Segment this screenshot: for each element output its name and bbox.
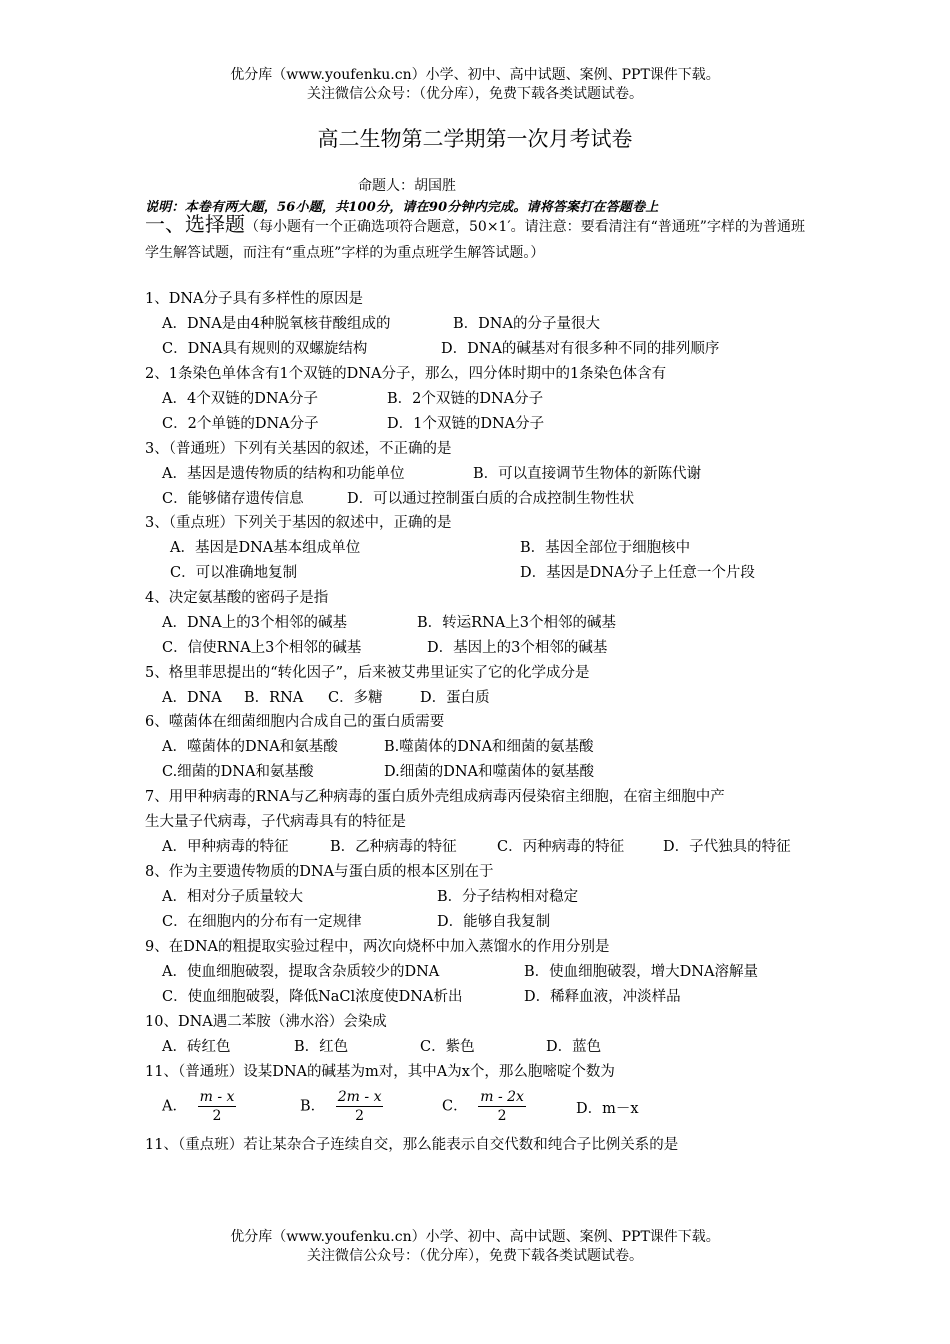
question-3b-option-d: D．基因是DNA分子上任意一个片段 xyxy=(520,565,755,581)
question-4-option-c: C．信使RNA上3个相邻的碱基 xyxy=(162,640,362,656)
question-9-stem: 9、在DNA的粗提取实验过程中，两次向烧杯中加入蒸馏水的作用分别是 xyxy=(145,939,610,955)
question-7-stem-line-1: 7、用甲种病毒的RNA与乙种病毒的蛋白质外壳组成病毒丙侵染宿主细胞，在宿主细胞中产 xyxy=(145,789,725,805)
question-11b-stem: 11、（重点班）若让某杂合子连续自交，那么能表示自交代数和纯合子比例关系的是 xyxy=(145,1137,679,1153)
question-10-option-d: D．蓝色 xyxy=(546,1039,602,1055)
question-11a-stem: 11、（普通班）设某DNA的碱基为m对，其中A为x个，那么胞嘧啶个数为 xyxy=(145,1064,615,1080)
question-5-option-d: D．蛋白质 xyxy=(420,690,490,706)
fraction-c-numerator: m - 2x xyxy=(480,1089,524,1105)
question-9-option-a: A．使血细胞破裂，提取含杂质较少的DNA xyxy=(162,964,440,980)
question-2-option-a: A．4个双链的DNA分子 xyxy=(162,391,318,407)
question-9-option-d: D．稀释血液，冲淡样品 xyxy=(524,989,681,1005)
fraction-b xyxy=(336,1088,384,1125)
section-1-header xyxy=(145,211,810,266)
question-11a-option-c xyxy=(442,1088,526,1125)
option-a-label: A． xyxy=(162,1098,187,1115)
section-1-description: （每小题有一个正确选项符合题意，50×1′。请注意：要看清注有“普通班”字样的为普通班学生解答试题，而注有“重点班”字样的为重点班学生解答试题。） xyxy=(145,219,805,261)
question-3b-option-a: A．基因是DNA基本组成单位 xyxy=(170,540,361,556)
section-1-heading: 一、选择题 xyxy=(145,212,245,236)
question-3a-option-c: C．能够储存遗传信息 xyxy=(162,491,304,507)
question-5-option-a: A．DNA xyxy=(162,690,222,706)
question-2-option-c: C．2个单链的DNA分子 xyxy=(162,416,319,432)
question-8-stem: 8、作为主要遗传物质的DNA与蛋白质的根本区别在于 xyxy=(145,864,494,880)
question-9-option-c: C．使血细胞破裂，降低NaCl浓度使DNA析出 xyxy=(162,989,463,1005)
question-3a-option-a: A．基因是遗传物质的结构和功能单位 xyxy=(162,466,405,482)
question-1-option-c: C．DNA具有规则的双螺旋结构 xyxy=(162,341,368,357)
fraction-a-numerator: m - x xyxy=(199,1089,235,1105)
question-6-option-a: A．噬菌体的DNA和氨基酸 xyxy=(162,739,338,755)
question-6-option-d: D.细菌的DNA和噬菌体的氨基酸 xyxy=(384,764,595,780)
option-c-label: C． xyxy=(442,1098,468,1115)
question-2-option-d: D．1个双链的DNA分子 xyxy=(387,416,545,432)
fraction-b-numerator: 2m - x xyxy=(337,1089,382,1105)
question-9-option-b: B．使血细胞破裂，增大DNA溶解量 xyxy=(524,964,758,980)
fraction-c xyxy=(478,1088,526,1125)
question-4-option-a: A．DNA上的3个相邻的碱基 xyxy=(162,615,347,631)
question-1-option-d: D．DNA的碱基对有很多种不同的排列顺序 xyxy=(441,341,720,357)
question-2-stem: 2、1条染色单体含有1个双链的DNA分子，那么，四分体时期中的1条染色体含有 xyxy=(145,366,667,382)
question-3b-option-b: B．基因全部位于细胞核中 xyxy=(520,540,691,556)
question-10-stem: 10、DNA遇二苯胺（沸水浴）会染成 xyxy=(145,1014,387,1030)
question-1-option-a: A．DNA是由4种脱氧核苷酸组成的 xyxy=(162,316,391,332)
question-5-option-b: B．RNA xyxy=(244,690,304,706)
header-line-2: 关注微信公众号：（优分库），免费下载各类试题试卷。 xyxy=(307,86,643,102)
question-5-stem: 5、格里菲思提出的“转化因子”，后来被艾弗里证实了它的化学成分是 xyxy=(145,665,590,681)
question-1-option-b: B．DNA的分子量很大 xyxy=(453,316,600,332)
fraction-b-denominator: 2 xyxy=(355,1108,365,1124)
footer-line-1: 优分库（www.youfenku.cn）小学、初中、高中试题、案例、PPT课件下载。 xyxy=(230,1229,720,1245)
question-3a-option-d: D．可以通过控制蛋白质的合成控制生物性状 xyxy=(347,491,635,507)
question-11a-option-d: D．m－x xyxy=(576,1101,639,1117)
author-line: 命题人：胡国胜 xyxy=(358,178,456,194)
question-4-option-d: D．基因上的3个相邻的碱基 xyxy=(427,640,608,656)
question-7-option-a: A．甲种病毒的特征 xyxy=(162,839,289,855)
question-7-option-b: B．乙种病毒的特征 xyxy=(330,839,457,855)
fraction-c-denominator: 2 xyxy=(497,1108,507,1124)
option-b-label: B． xyxy=(300,1098,326,1115)
question-2-option-b: B．2个双链的DNA分子 xyxy=(387,391,544,407)
fraction-a xyxy=(198,1088,237,1125)
question-1-stem: 1、DNA分子具有多样性的原因是 xyxy=(145,291,364,307)
header-line-1: 优分库（www.youfenku.cn）小学、初中、高中试题、案例、PPT课件下载。 xyxy=(230,67,720,83)
question-10-option-c: C．紫色 xyxy=(420,1039,475,1055)
question-7-stem-line-2: 生大量子代病毒，子代病毒具有的特征是 xyxy=(145,814,406,830)
question-11a-option-b xyxy=(300,1088,383,1125)
question-4-stem: 4、决定氨基酸的密码子是指 xyxy=(145,590,329,606)
footer-line-2: 关注微信公众号：（优分库），免费下载各类试题试卷。 xyxy=(307,1248,643,1264)
question-10-option-b: B．红色 xyxy=(294,1039,349,1055)
question-8-option-b: B．分子结构相对稳定 xyxy=(437,889,579,905)
question-8-option-d: D．能够自我复制 xyxy=(437,914,551,930)
question-8-option-a: A．相对分子质量较大 xyxy=(162,889,303,905)
question-5-option-c: C．多糖 xyxy=(328,690,383,706)
question-4-option-b: B．转运RNA上3个相邻的碱基 xyxy=(417,615,616,631)
question-6-option-c: C.细菌的DNA和氨基酸 xyxy=(162,764,314,780)
question-10-option-a: A．砖红色 xyxy=(162,1039,231,1055)
question-3b-option-c: C．可以准确地复制 xyxy=(170,565,298,581)
question-3b-stem: 3、（重点班）下列关于基因的叙述中，正确的是 xyxy=(145,515,452,531)
fraction-a-denominator: 2 xyxy=(212,1108,222,1124)
question-8-option-c: C．在细胞内的分布有一定规律 xyxy=(162,914,362,930)
instructions-note: 说明：本卷有两大题，56小题，共100分，请在90分钟内完成。请将答案打在答题卷上 xyxy=(145,200,659,215)
question-7-option-d: D．子代独具的特征 xyxy=(663,839,791,855)
question-3a-stem: 3、（普通班）下列有关基因的叙述，不正确的是 xyxy=(145,441,452,457)
question-6-option-b: B.噬菌体的DNA和细菌的氨基酸 xyxy=(384,739,594,755)
question-6-stem: 6、噬菌体在细菌细胞内合成自己的蛋白质需要 xyxy=(145,714,445,730)
question-7-option-c: C．丙种病毒的特征 xyxy=(497,839,625,855)
question-3a-option-b: B．可以直接调节生物体的新陈代谢 xyxy=(473,466,702,482)
page-title: 高二生物第二学期第一次月考试卷 xyxy=(317,127,633,151)
question-11a-option-a xyxy=(162,1088,236,1125)
